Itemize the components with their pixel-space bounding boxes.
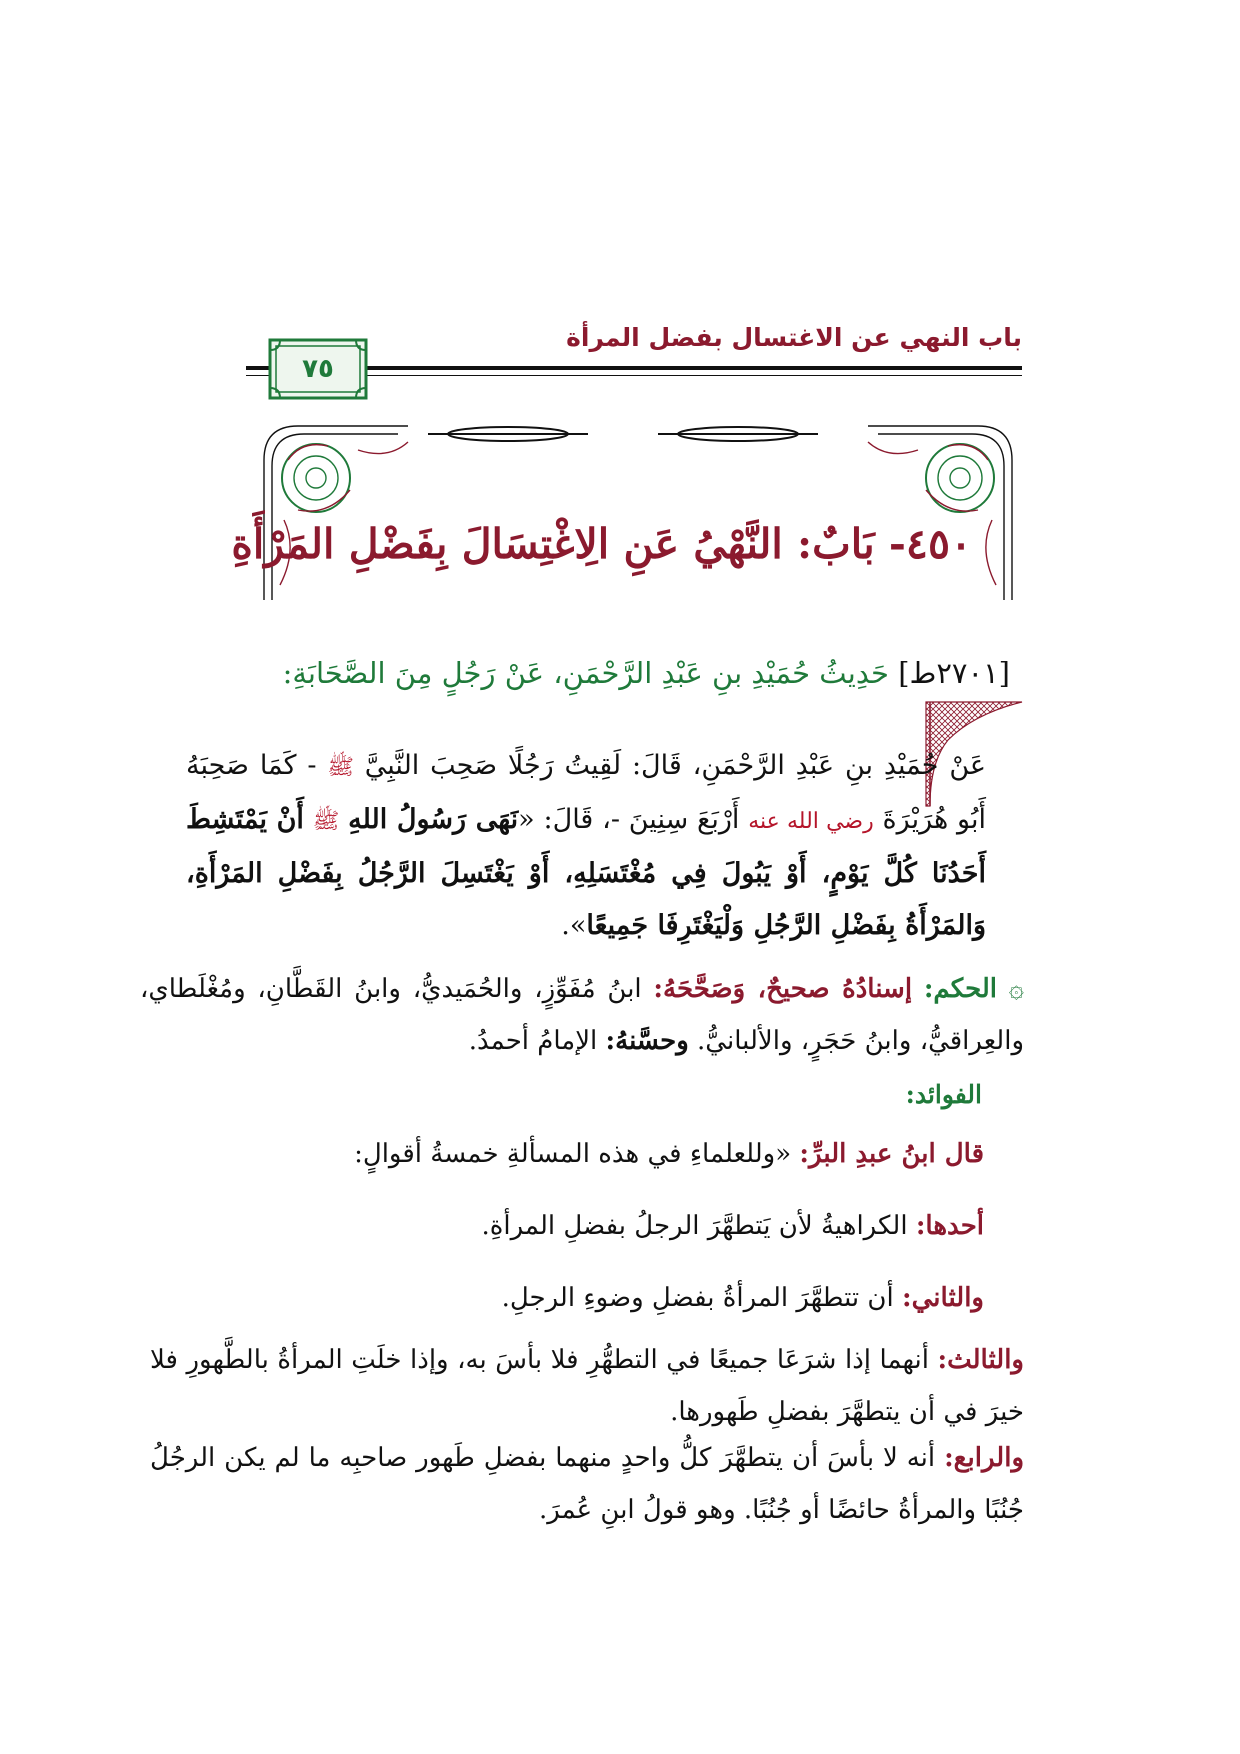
opinion-label: والثالث:: [937, 1345, 1024, 1375]
benefit-quote: [330, 1128, 984, 1180]
hadith-reference: [150, 645, 1010, 701]
running-header: باب النهي عن الاغتسال بفضل المرأة: [566, 323, 1022, 352]
ornament-bar-left: [428, 427, 588, 441]
hadith-number: [٢٧٠١ط]: [898, 656, 1010, 690]
benefits-heading: الفوائد:: [905, 1080, 982, 1109]
hadith-text: [186, 740, 986, 952]
page-number: ٧٥: [302, 354, 334, 384]
hadith-text-part: عَنْ حُمَيْدِ بنِ عَبْدِ الرَّحْمَنِ، قَالَ: لَقِيتُ رَجُلًا صَحِبَ النَّبِيَّ: [364, 750, 986, 781]
hadith-text-part: أَرْبَعَ سِنِينَ -، قَالَ: «: [518, 804, 740, 835]
hadith-ref-title: حَدِيثُ حُمَيْدِ بنِ عَبْدِ الرَّحْمَنِ، عَنْ رَجُلٍ مِنَ الصَّحَابَةِ:: [282, 656, 889, 690]
opinion-text: الكراهيةُ لأن يَتطهَّرَ الرجلُ بفضلِ المرأةِ.: [481, 1211, 908, 1241]
opinion-label: والثاني:: [902, 1283, 984, 1313]
ruling-text: ابنُ مُفَوِّزٍ، والحُمَيديُّ، وابنُ القَطَّانِ، ومُغْلَطاي، والعِراقيُّ، وابنُ حَجَرٍ، والألبانيُّ.: [140, 974, 1024, 1056]
hadith-text-part: - كَمَا صَحِبَهُ أَبُو هُرَيْرَةَ: [186, 750, 986, 835]
opinion-second: [440, 1272, 984, 1324]
ruling-label: الحكم:: [923, 974, 998, 1004]
companion-glyph: رضي الله عنه: [748, 809, 874, 834]
opinion-first: [420, 1200, 984, 1252]
opinion-label: أحدها:: [915, 1211, 984, 1241]
header-rule: [365, 366, 1022, 376]
ruling-verdict: إسنادُهُ صحيحٌ، وَصَحَّحَهُ:: [653, 974, 913, 1004]
hadith-matn: أَنْ يَمْتَشِطَ أَحَدُنَا كُلَّ يَوْمٍ، أَوْ يَبُولَ فِي مُغْتَسَلِهِ، أَوْ يَغْتَسِلَ الرَّجُلُ بِفَضْلِ المَرْأَةِ، وَالمَرْأَةُ بِفَضْلِ الرَّجُلِ وَلْيَغْتَرِفَا جَمِيعًا: [186, 804, 986, 941]
hadith-text-end: ».: [561, 910, 587, 941]
ruling-mark-icon: ۞: [1008, 974, 1025, 1004]
opinion-third: [150, 1334, 1024, 1438]
opinion-text: أنه لا بأسَ أن يتطهَّرَ كلُّ واحدٍ منهما بفضلِ طَهور صاحبِه ما لم يكن الرجُلُ جُنُبًا والمرأةُ حائضًا أو جُنُبًا. وهو قولُ ابنِ عُمرَ.: [150, 1443, 1024, 1525]
hadith-matn: نَهَى رَسُولُ اللهِ: [348, 804, 519, 835]
ruling-paragraph: [140, 963, 1024, 1067]
opinion-text: أنهما إذا شرَعَا جميعًا في التطهُّرِ فلا بأسَ به، وإذا خلَتِ المرأةُ بالطَّهورِ فلا خيرَ في أن يتطهَّرَ بفضلِ طَهورها.: [150, 1345, 1024, 1427]
chapter-title: ٤٥٠- بَابٌ: النَّهْيُ عَنِ الِاغْتِسَالَ بِفَضْلِ المَرْأَةِ: [231, 520, 972, 568]
ornament-bar-right: [658, 427, 818, 441]
opinion-text: أن تتطهَّرَ المرأةُ بفضلِ وضوءِ الرجلِ.: [501, 1283, 894, 1313]
opinion-fourth: [150, 1432, 1024, 1536]
benefit-quote-label: قال ابنُ عبدِ البرِّ:: [799, 1139, 984, 1169]
ruling-text: الإمامُ أحمدُ.: [468, 1026, 598, 1056]
header-rule-left: [246, 366, 270, 376]
salutation-glyph: ﷺ: [327, 755, 354, 780]
salutation-glyph: ﷺ: [312, 809, 340, 834]
hassan-label: وحسَّنهُ:: [605, 1026, 689, 1056]
benefit-quote-text: «وللعلماءِ في هذه المسألةِ خمسةُ أقوالٍ:: [354, 1139, 792, 1169]
opinion-label: والرابع:: [944, 1443, 1025, 1473]
